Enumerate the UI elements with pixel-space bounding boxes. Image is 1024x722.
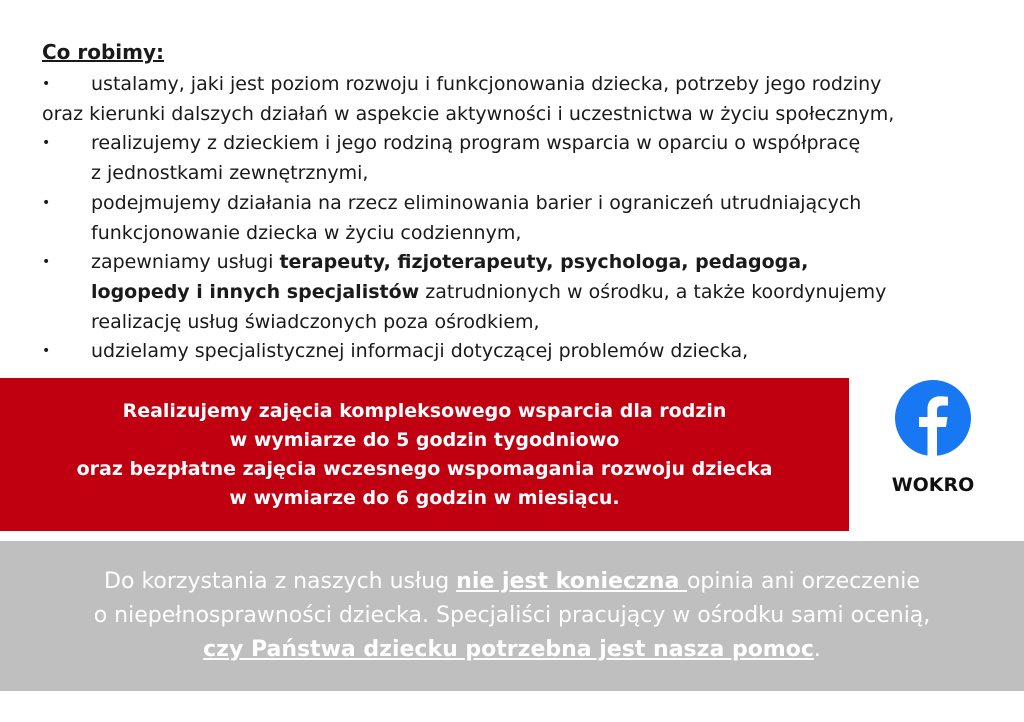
list-item-text: ustalamy, jaki jest poziom rozwoju i funkcjonowania dziecka, potrzeby jego rodziny bbox=[91, 73, 882, 95]
info-line bbox=[203, 633, 821, 667]
list-item-line bbox=[91, 278, 1002, 308]
specialists-bold: terapeuty, fizjoterapeuty, psychologa, pedagoga, bbox=[279, 251, 809, 274]
list-item-text bbox=[91, 248, 1002, 337]
bullet: • bbox=[42, 194, 51, 211]
bullet: • bbox=[42, 76, 51, 92]
support-banner bbox=[0, 378, 849, 531]
banner-line: oraz bezpłatne zajęcia wczesnego wspomagania rozwoju dziecka bbox=[76, 457, 773, 480]
list-item-text bbox=[91, 189, 1002, 248]
facebook-icon[interactable] bbox=[895, 380, 971, 456]
list-item-line-part: zapewniamy usługi bbox=[91, 251, 280, 274]
list-item-line: realizację usług świadczonych poza ośrodkiem, bbox=[91, 310, 540, 333]
info-emphasis: czy Państwa dziecku potrzebna jest nasza pomoc bbox=[203, 637, 814, 662]
banner-line: Realizujemy zajęcia kompleksowego wsparcia dla rodzin bbox=[122, 399, 727, 422]
list-item-continuation: oraz kierunki dalszych działań w aspekcie aktywności i uczestnictwa w życiu społecznym, bbox=[42, 102, 895, 125]
banner-line: w wymiarze do 5 godzin tygodniowo bbox=[229, 428, 620, 451]
bullet: • bbox=[42, 343, 51, 360]
specialists-bold: logopedy i innych specjalistów bbox=[91, 280, 420, 303]
info-line: o niepełnosprawności dziecka. Specjaliści pracujący w ośrodku sami ocenią, bbox=[93, 603, 931, 628]
list-item-line: realizujemy z dzieckiem i jego rodziną program wsparcia w oparciu o współpracę bbox=[91, 132, 861, 155]
list-item-line: funkcjonowanie dziecka w życiu codziennym, bbox=[91, 221, 522, 244]
list-item bbox=[42, 337, 1002, 367]
list-item-line-part: zatrudnionych w ośrodku, a także koordynujemy bbox=[419, 280, 887, 303]
list-item bbox=[42, 248, 1002, 337]
info-emphasis: nie jest konieczna bbox=[456, 569, 687, 594]
list-item-text bbox=[91, 129, 1002, 188]
info-text: opinia ani orzeczenie bbox=[686, 569, 920, 594]
list-item bbox=[42, 189, 1002, 248]
info-line bbox=[104, 565, 920, 599]
services-list bbox=[42, 70, 1002, 367]
info-banner bbox=[0, 541, 1024, 691]
banner-line: w wymiarze do 6 godzin w miesiącu. bbox=[229, 486, 620, 509]
list-item-line: z jednostkami zewnętrznymi, bbox=[91, 162, 369, 185]
list-item-line bbox=[91, 248, 1002, 278]
bullet: • bbox=[42, 135, 51, 152]
bullet: • bbox=[42, 254, 51, 271]
info-text: . bbox=[813, 637, 821, 662]
info-text: Do korzystania z naszych usług bbox=[104, 569, 457, 594]
list-item bbox=[42, 129, 1002, 188]
list-item-text: udzielamy specjalistycznej informacji dotyczącej problemów dziecka, bbox=[91, 340, 749, 363]
list-item bbox=[42, 70, 1002, 100]
section-heading: Co robimy: bbox=[42, 40, 165, 64]
facebook-label[interactable]: WOKRO bbox=[891, 474, 975, 496]
list-item-line: podejmujemy działania na rzecz eliminowania barier i ograniczeń utrudniających bbox=[91, 191, 862, 214]
